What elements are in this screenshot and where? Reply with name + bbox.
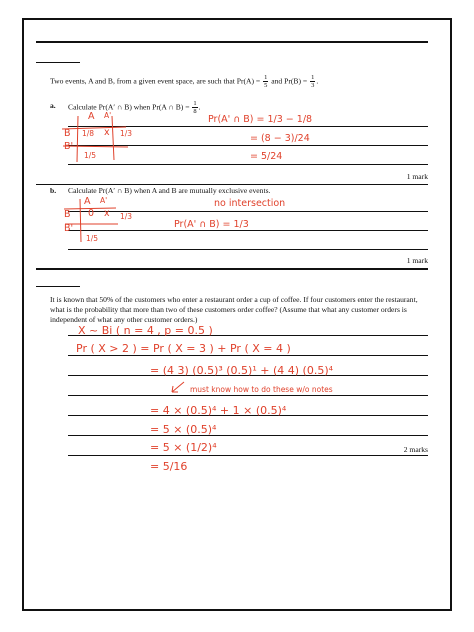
section2-top-rule: [36, 268, 428, 270]
answer-line: [68, 435, 428, 436]
section2-marks: 2 marks: [403, 445, 428, 454]
hw-2-line7: = 5/16: [150, 460, 188, 473]
hw-a-head-a-prime: A': [104, 111, 112, 120]
hw-a-head-a: A: [88, 111, 95, 122]
hw-2-line4: = 4 × (0.5)⁴ + 1 × (0.5)⁴: [150, 404, 287, 417]
handwritten-arrow: [168, 380, 188, 396]
hw-b-cell-1-3: 1/3: [120, 212, 133, 221]
hw-b-cell-x: x: [104, 208, 110, 219]
intro-text: Two events, A and B, from a given event space, are such that Pr(A) = $\frac{1}{5}$ and Pr(B) = $\frac{1}{3}$ .: [50, 74, 319, 89]
part-a-label: a.: [50, 101, 56, 110]
hw-a-cell-x: x: [104, 127, 110, 138]
section1-short-rule: [36, 62, 80, 63]
hw-a-line1: Pr(A' ∩ B) = 1/3 − 1/8: [208, 114, 313, 125]
hw-b-cell-0: 0: [88, 208, 95, 219]
hw-2-line5: = 5 × (0.5)⁴: [150, 423, 217, 436]
part-a-marks: 1 mark: [406, 172, 428, 181]
answer-line: [68, 249, 428, 250]
hw-a-line2: = (8 − 3)/24: [250, 133, 310, 144]
section1-top-rule: [36, 41, 428, 43]
hw-a-cell-1-8: 1/8: [82, 129, 95, 138]
section2-question: It is known that 50% of the customers who enter a restaurant order a cup of coffee. If four customers enter the restaurant, what is the probability that more than two of these customers order coffee? (Assume that what any customer orders is independent of what any other customer orders.): [50, 295, 418, 324]
hw-b-cell-1-5: 1/5: [86, 234, 99, 243]
hw-b-row-b-prime: B': [64, 223, 74, 234]
hw-a-line3: = 5/24: [250, 151, 283, 162]
hw-a-cell-1-5: 1/5: [84, 151, 97, 160]
hw-a-row-b-prime: B': [64, 141, 74, 152]
answer-line: [68, 395, 428, 396]
hw-b-row-b: B: [64, 209, 71, 220]
hw-b-head-a-prime: A': [100, 196, 108, 205]
hw-2-line2: Pr ( X > 2 ) = Pr ( X = 3 ) + Pr ( X = 4 ): [76, 342, 291, 355]
answer-line: [68, 355, 428, 356]
hw-b-note: no intersection: [214, 198, 286, 209]
hw-2-line3: = (4 3) (0.5)³ (0.5)¹ + (4 4) (0.5)⁴: [150, 364, 334, 377]
answer-line: [68, 455, 428, 456]
section2-short-rule: [36, 286, 80, 287]
part-b-marks: 1 mark: [406, 256, 428, 265]
hw-2-line1: X ~ Bi ( n = 4 , p = 0.5 ): [78, 324, 213, 337]
part-b-question: Calculate Pr(A′ ∩ B) when A and B are mutually exclusive events.: [68, 186, 271, 195]
handwritten-table-a: [60, 112, 140, 166]
hw-a-row-b: B: [64, 128, 71, 139]
hw-2-note: must know how to do these w/o notes: [190, 385, 333, 394]
hw-b-head-a: A: [84, 196, 91, 207]
hw-2-line6: = 5 × (1/2)⁴: [150, 441, 217, 454]
part-a-question: Calculate Pr(A′ ∩ B) when Pr(A ∩ B) = $\frac{1}{8}$ .: [68, 100, 201, 115]
hw-b-answer: Pr(A' ∩ B) = 1/3: [174, 219, 249, 230]
part-a-bottom-rule: [36, 184, 428, 185]
part-b-label: b.: [50, 186, 57, 195]
hw-a-cell-1-3: 1/3: [120, 129, 133, 138]
